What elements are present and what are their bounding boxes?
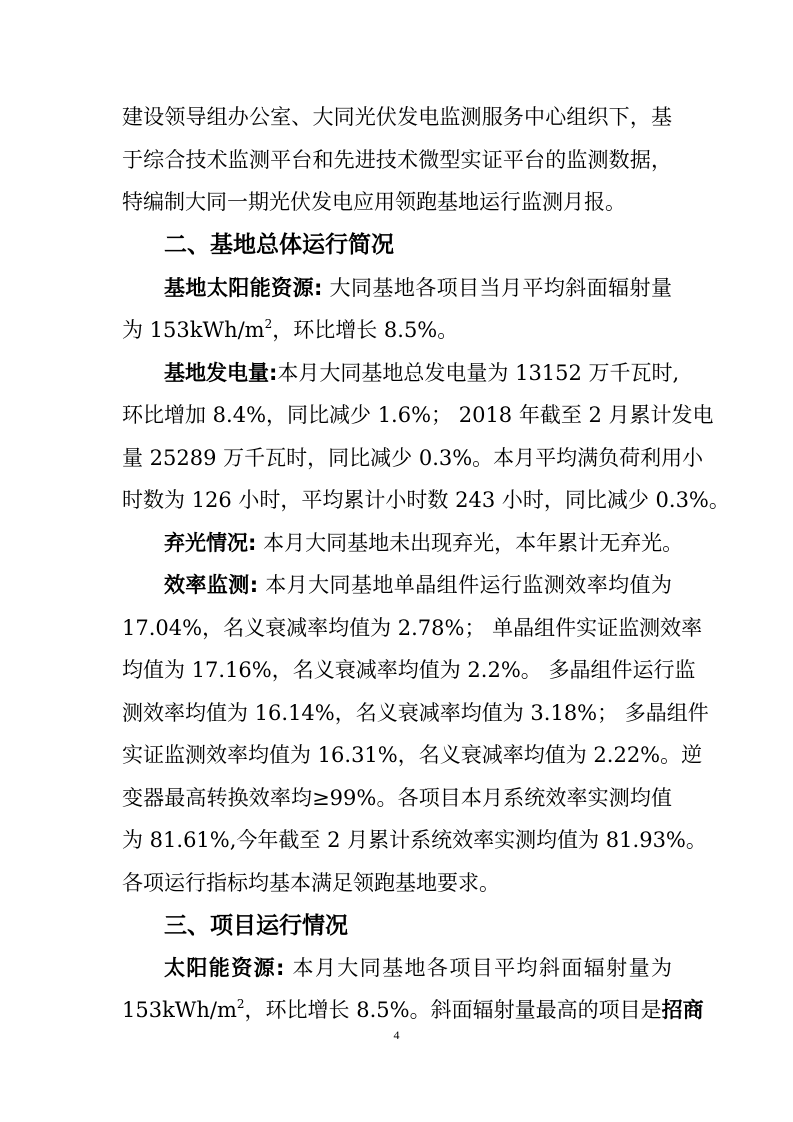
section-heading-projects: 三、项目运行情况 <box>164 913 348 939</box>
curtailment-text: 本月大同基地未出现弃光，本年累计无弃光。 <box>256 531 684 555</box>
efficiency-text-1: 本月大同基地单晶组件运行监测效率均值为 <box>258 573 672 597</box>
base-solar-paragraph-line-1 <box>164 273 672 303</box>
efficiency-paragraph-line-8: 各项运行指标均基本满足领跑基地要求。 <box>122 871 500 895</box>
intro-line-1: 建设领导组办公室、大同光伏发电监测服务中心组织下，基 <box>122 105 672 129</box>
efficiency-paragraph-line-5: 实证监测效率均值为 16.31%，名义衰减率均值为 2.22%。逆 <box>122 743 703 767</box>
efficiency-paragraph-line-4: 测效率均值为 16.14%，名义衰减率均值为 3.18%； 多晶组件 <box>122 701 709 725</box>
power-label: 基地发电量: <box>164 361 278 385</box>
project-solar-label: 太阳能资源: <box>164 956 285 980</box>
power-paragraph-line-4: 时数为 126 小时，平均累计小时数 243 小时，同比减少 0.3%。 <box>122 488 730 512</box>
project-solar-highlight: 招商 <box>661 998 704 1022</box>
power-paragraph-line-3: 量 25289 万千瓦时，同比减少 0.3%。本月平均满负荷利用小 <box>122 446 704 470</box>
base-solar-unit-exponent: 2 <box>264 317 273 331</box>
project-solar-text-1: 本月大同基地各项目平均斜面辐射量为 <box>284 956 672 980</box>
curtailment-paragraph <box>164 528 684 558</box>
base-solar-growth: ，环比增长 8.5%。 <box>272 318 459 342</box>
intro-line-3: 特编制大同一期光伏发电应用领跑基地运行监测月报。 <box>122 190 626 214</box>
curtailment-label: 弃光情况: <box>164 531 257 555</box>
section-heading-overview: 二、基地总体运行简况 <box>164 232 394 258</box>
project-solar-paragraph-line-1 <box>164 953 672 983</box>
project-solar-unit-exponent: 2 <box>236 997 245 1011</box>
page-number: 4 <box>393 1028 400 1042</box>
project-solar-value: 153kWh/m <box>122 998 237 1022</box>
project-solar-text-2: ，环比增长 8.5%。斜面辐射量最高的项目是 <box>244 998 662 1022</box>
base-solar-text-1: 大同基地各项目当月平均斜面辐射量 <box>322 276 672 300</box>
efficiency-label: 效率监测: <box>164 573 259 597</box>
efficiency-paragraph-line-7: 为 81.61%,今年截至 2 月累计系统效率实测均值为 81.93%。 <box>122 828 707 852</box>
power-paragraph-line-1 <box>164 358 680 388</box>
intro-line-2: 于综合技术监测平台和先进技术微型实证平台的监测数据， <box>122 148 672 172</box>
efficiency-paragraph-line-2: 17.04%，名义衰减率均值为 2.78%； 单晶组件实证监测效率 <box>122 616 703 640</box>
power-text-1: 本月大同基地总发电量为 13152 万千瓦时, <box>277 361 680 385</box>
efficiency-paragraph-line-1 <box>164 570 672 600</box>
base-solar-label: 基地太阳能资源: <box>164 276 323 300</box>
base-solar-value: 为 153kWh/m <box>122 318 265 342</box>
project-solar-paragraph-line-2 <box>122 995 704 1025</box>
efficiency-paragraph-line-6: 变器最高转换效率均≥99%。各项目本月系统效率实测均值 <box>122 786 672 810</box>
power-paragraph-line-2: 环比增加 8.4%，同比减少 1.6%； 2018 年截至 2 月累计发电 <box>122 403 714 427</box>
base-solar-paragraph-line-2 <box>122 315 672 345</box>
efficiency-paragraph-line-3: 均值为 17.16%，名义衰减率均值为 2.2%。 多晶组件运行监 <box>122 658 696 682</box>
